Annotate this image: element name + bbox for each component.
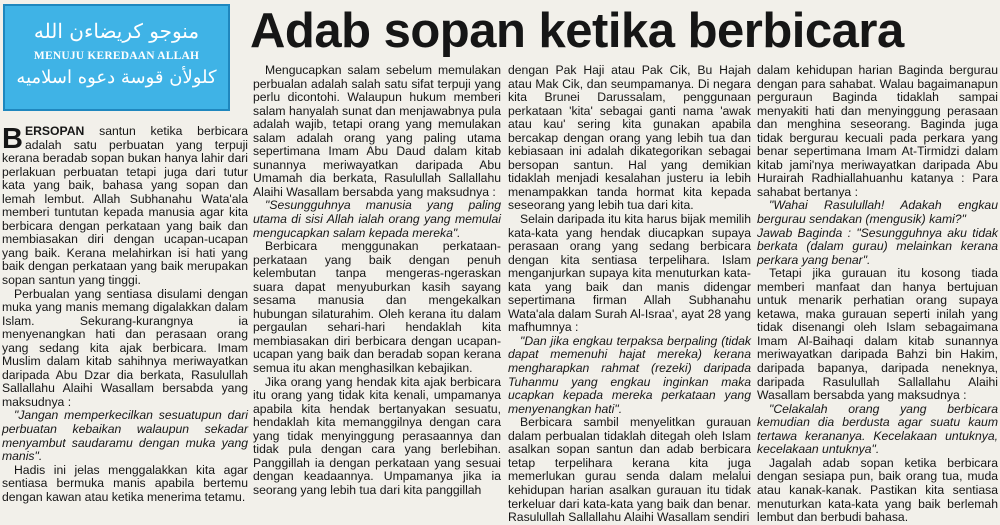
article-column-3 bbox=[508, 63, 752, 525]
paragraph-text: santun ketika berbicara adalah satu perbuatan yang terpuji kerana beradab sopan bukan hanya lahir dari perlakuan perbuatan tetapi juga dari tutur kata yang baik, bahasa yang sopan dan lemah lembut. Allah Subhanahu Wata'ala memberi tuntutan kepada manusia agar kita berbicara dengan perkataan yang baik dan membiasakan diri dengan ucapan-ucapan yang baik. Kerana melahirkan isi hati yang baik dengan perkataan yang baik merupakan sopan santun yang tinggi. bbox=[2, 124, 248, 288]
banner-arabic-subtitle: كلولأن قوسة دعوه اسلاميه bbox=[16, 67, 217, 88]
hadith-quote: "Jangan memperkecilkan sesuatupun dari perbuatan kebaikan walaupun sekadar menyambut saudaramu dengan muka yang manis". bbox=[2, 408, 248, 464]
article-column-2 bbox=[253, 64, 501, 495]
article-headline: Adab sopan ketika berbicara bbox=[250, 4, 904, 58]
hadith-quote: "Sesungguhnya aku tidak berkata (dalam gurau) melainkan kerana perkara yang benar". bbox=[757, 225, 998, 267]
hadith-quote: "Wahai Rasulullah! Adakah engkau bergurau sendakan (mengusik) kami?" bbox=[757, 198, 998, 227]
article-column-4 bbox=[757, 63, 998, 525]
reply-prefix: Jawab Baginda : bbox=[757, 225, 857, 240]
quran-quote: "Dan jika engkau terpaksa berpaling (tidak dapat memenuhi hajat mereka) kerana mengharapkan rahmat (rezeki) daripada Tuhanmu yang engkau inginkan maka ucapkan kepada mereka perkataan yang menyenangkan hati". bbox=[508, 333, 751, 416]
paragraph: Tetapi jika gurauan itu kosong tiada memberi manfaat dan hanya bertujuan untuk menarik perhatian orang supaya ketawa, maka gurauan seperti inilah yang tidak disenangi oleh Islam sebagaimana Imam Al-Baihaqi dalam kitab sunannya meriwayatkan daripada Bahzi bin Hakim, daripada bapanya, daripada neneknya, daripada Rasulullah Sallallahu Alaihi Wasallam bersabda yang maksudnya : bbox=[757, 266, 998, 403]
paragraph: Selain daripada itu kita harus bijak memilih kata-kata yang hendak diucapkan supaya perasaan orang yang sedang berbicara dengan kita sentiasa terpelihara. Islam menganjurkan supaya kita menuturkan kata-kata yang baik dan manis didengar sepertimana firman Allah Subhanahu Wata'ala dalam Surah Al-Israa', ayat 28 yang mafhumnya : bbox=[508, 212, 752, 335]
paragraph: Berbicara sambil menyelitkan gurauan dalam perbualan tidaklah ditegah oleh Islam asalkan sopan santun dan adab berbicara tetap terpelihara kerana kita juga memerlukan gurau senda dalam melalui kehidupan harian asalkan gurauan itu tidak terkeluar dari kata-kata yang baik dan benar. Rasulullah Sallallahu Alaihi Wasallam sendiri bbox=[508, 415, 751, 525]
paragraph: Perbualan yang sentiasa disulami dengan muka yang manis memang digalakkan dalam Islam. Sekurang-kurangnya ia menyenangkan hati dan perasaan orang yang sedang kita ajak berbicara. Imam Muslim dalam kitab sahihnya meriwayatkan daripada Abu Dzar dia berkata, Rasulullah Sallallahu Alaihi Wasallam bersabda yang maksudnya : bbox=[2, 286, 248, 409]
paragraph: Jagalah adab sopan ketika berbicara dengan sesiapa pun, baik orang tua, muda atau kanak-kanak. Pastikan kita sentiasa menuturkan kata-kata yang baik berlemah lembut dan berbudi bahasa. bbox=[757, 455, 998, 525]
paragraph: dengan Pak Haji atau Pak Cik, Bu Hajah atau Mak Cik, dan seumpamanya. Di negara kita Brunei Darussalam, penggunaan perkataan 'kita' sebagai ganti nama 'awak atau kau' sering kita gunakan apabila bercakap dengan orang yang lebih tua dan kebiasaan ini adalah dikategorikan sebagai bersopan santun. Hal yang demikian tidaklah menjadi kesalahan justeru ia lebih menampakkan tanda hormat kita kepada seseorang yang lebih tua dari kita. bbox=[508, 63, 751, 213]
column-banner bbox=[3, 4, 230, 111]
paragraph bbox=[2, 125, 248, 288]
drop-cap: B bbox=[2, 123, 23, 155]
lead-caps: ERSOPAN bbox=[24, 124, 85, 138]
quote-reply bbox=[757, 227, 998, 268]
paragraph: Mengucapkan salam sebelum memulakan perbualan adalah salah satu sifat terpuji yang perlu dicontohi. Walaupun hukum memberi salam hanyalah sunat dan menjawabnya pula adalah wajib, tetapi orang yang memulakan salam adalah orang yang paling utama sepertimana Imam Abu Daud dalam kitab sunannya meriwayatkan daripada Abu Umamah dia berkata, Rasulullah Sallallahu Alaihi Wasallam bersabda yang maksudnya : bbox=[253, 63, 501, 199]
hadith-quote: "Celakalah orang yang berbicara kemudian dia berdusta agar suatu kaum tertawa kerananya. Kecelakaan untuknya, kecelakaan untuknya". bbox=[757, 401, 998, 457]
article-column-1 bbox=[2, 123, 248, 504]
banner-arabic-title: منوجو كريضاءن الله bbox=[33, 19, 200, 43]
banner-latin-title: MENUJU KEREDAAN ALLAH bbox=[33, 50, 200, 62]
paragraph: dalam kehidupan harian Baginda bergurau dengan para sahabat. Walau bagaimanapun perguraun Baginda tidaklah sampai menyakiti hati dan menyinggung perasaan dan menghina seseorang. Baginda juga tidak bergurau kecuali pada perkara yang benar sepertimana Imam At-Tirmidzi dalam kitab jami'nya meriwayatkan daripada Abu Hurairah Radhiallahuanhu katanya : Para sahabat bertanya : bbox=[757, 63, 998, 199]
paragraph: Berbicara menggunakan perkataan-perkataan yang baik dengan penuh kelembutan tanpa mengeras-ngeraskan suara dapat menyuburkan kasih sayang sesama manusia dan mengekalkan hubungan silaturahim. Oleh kerana itu dalam pergaulan sehari-hari hendaklah kita membiasakan diri berbicara dengan ucapan-ucapan yang baik dan beradab sopan kerana semua itu akan menghasilkan kebajikan. bbox=[253, 239, 501, 376]
paragraph: Jika orang yang hendak kita ajak berbicara itu orang yang tidak kita kenali, umpamanya apabila kita hendak bertanyakan sesuatu, hendaklah kita memanggilnya dengan cara yang tidak menyinggung perasaannya dan tidak pula dengan cara yang berlebihan. Panggillah ia dengan perkataan yang sesuai dengan keadaannya. Umpamanya jika ia seorang yang lebih tua dari kita panggillah bbox=[253, 374, 501, 497]
hadith-quote: "Sesungguhnya manusia yang paling utama di sisi Allah ialah orang yang memulai mengucapkan salam kepada mereka". bbox=[253, 198, 501, 240]
paragraph: Hadis ini jelas menggalakkan kita agar sentiasa bermuka manis apabila bertemu dengan kawan atau ketika menerima tetamu. bbox=[2, 462, 248, 504]
